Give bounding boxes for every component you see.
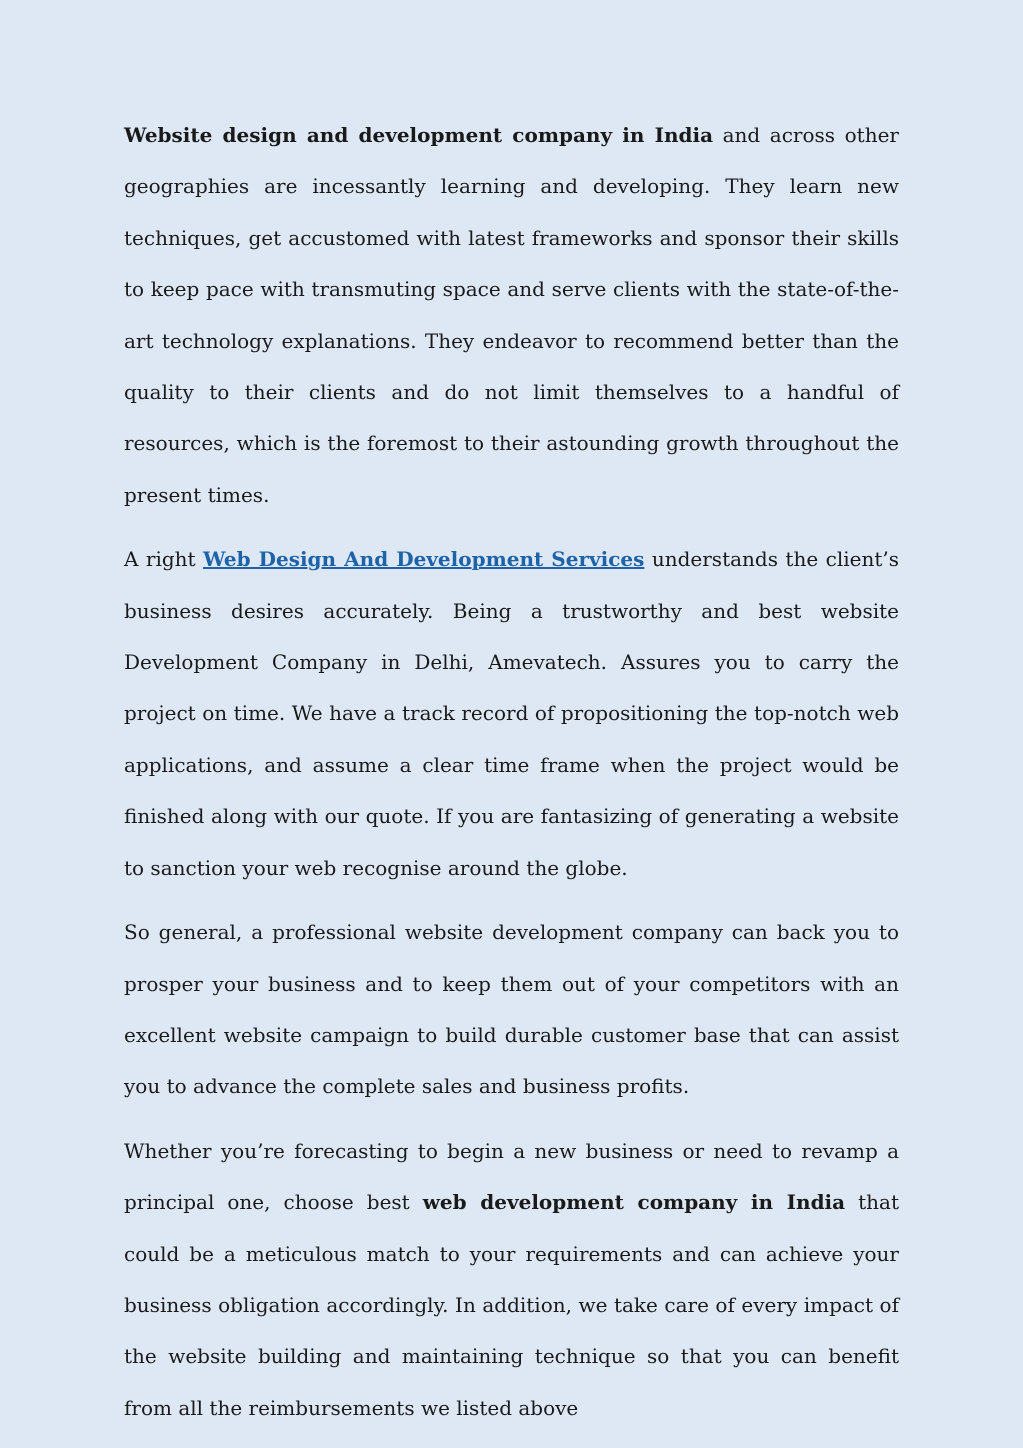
paragraph-4-before-bold: Whether you’re forecasting to begin a new business or need to revamp a principal one, choose best <box>124 1138 899 1215</box>
bold-keyword-text: web development company in India <box>422 1190 846 1215</box>
bold-lead-text: Website design and development company in India <box>124 123 714 147</box>
paragraph-1 <box>124 110 899 521</box>
web-design-services-link[interactable]: Web Design And Development Services <box>203 547 645 572</box>
paragraph-4-after-bold: that could be a meticulous match to your requirements and can achieve your business obligation accordingly. In addition, we take care of every impact of the website building and maintaining technique so that you can benefit from all the reimbursements we listed above <box>124 1190 899 1420</box>
paragraph-2-before-link: A right <box>124 547 204 572</box>
paragraph-4 <box>124 1126 899 1434</box>
paragraph-2-after-link: understands the client’s business desires accurately. Being a trustworthy and best website Development Company in Delhi, Amevatech. Assures you to carry the project on time. We have a track record of propositioning the top-notch web applications, and assume a clear time frame when the project would be finished along with our quote. If you are fantasizing of generating a website to sanction your web recognise around the globe. <box>124 547 899 880</box>
paragraph-2 <box>124 534 899 894</box>
paragraph-3 <box>124 907 899 1113</box>
paragraph-1-text: and across other geographies are incessantly learning and developing. They learn new techniques, get accustomed with latest frameworks and sponsor their skills to keep pace with transmuting space and serve clients with the state-of-the-art technology explanations. They endeavor to recommend better than the quality to their clients and do not limit themselves to a handful of resources, which is the foremost to their astounding growth throughout the present times. <box>124 123 899 507</box>
document-body <box>124 110 899 1447</box>
paragraph-3-text: So general, a professional website development company can back you to prosper your business and to keep them out of your competitors with an excellent website campaign to build durable customer base that can assist you to advance the complete sales and business profits. <box>124 920 899 1099</box>
